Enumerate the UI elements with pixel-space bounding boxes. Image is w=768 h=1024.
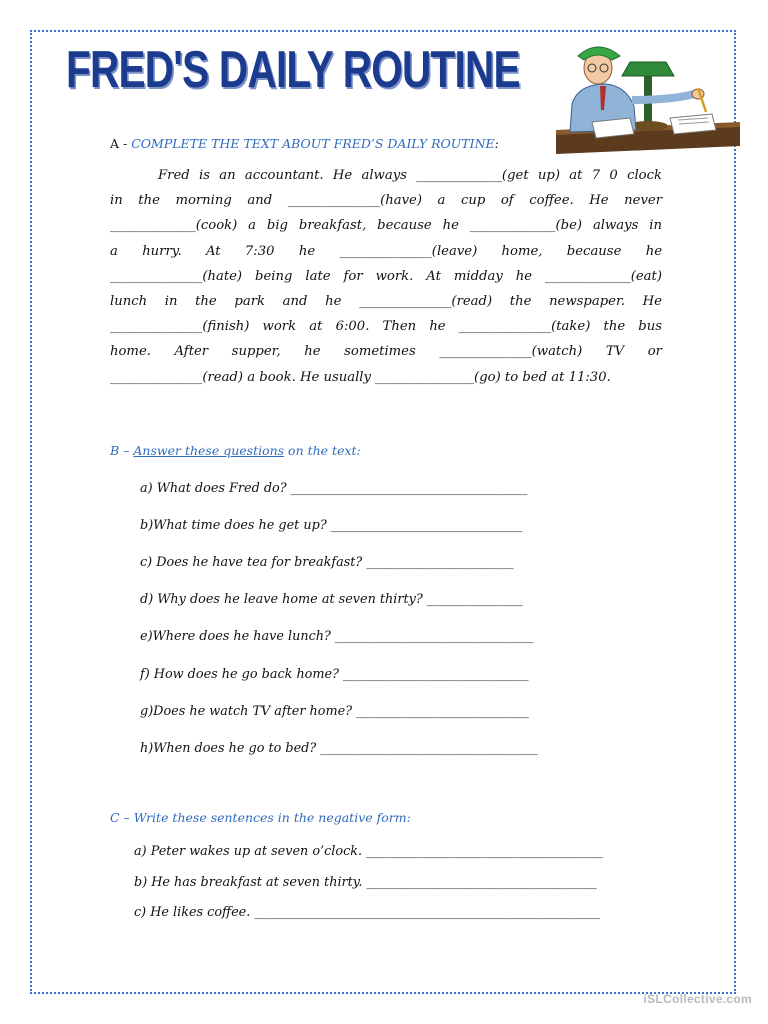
negative-sentence-a: a) Peter wakes up at seven o’clock. _____________________________________ bbox=[134, 844, 603, 859]
section-a-paragraph bbox=[110, 163, 662, 390]
paragraph-line: ______________(read) a book. He usually _______________(go) to bed at 11:30. bbox=[110, 369, 611, 385]
site-watermark: iSLCollective.com bbox=[643, 992, 752, 1006]
paragraph-line: Fred is an accountant. He always _____________(get up) at 7 0 clock bbox=[158, 168, 662, 183]
negative-sentence-b: b) He has breakfast at seven thirty. ____________________________________ bbox=[134, 875, 597, 890]
paragraph-line: ______________(finish) work at 6:00. Then he ______________(take) the bus bbox=[110, 319, 662, 335]
section-c-heading bbox=[110, 810, 411, 825]
accountant-illustration bbox=[552, 34, 744, 158]
section-c-letter: C – bbox=[110, 810, 130, 825]
paragraph-line: home. After supper, he sometimes ______________(watch) TV or bbox=[110, 344, 662, 360]
question-h: h)When does he go to bed? __________________________________ bbox=[140, 741, 538, 756]
section-b-heading bbox=[110, 443, 361, 458]
section-b-letter: B – bbox=[110, 443, 130, 458]
paragraph-line: ______________(hate) being late for work. At midday he _____________(eat) bbox=[110, 268, 662, 284]
paragraph-line: in the morning and ______________(have) a cup of coffee. He never bbox=[110, 193, 662, 209]
worksheet-title: FRED'S DAILY ROUTINE bbox=[66, 41, 520, 99]
section-a-instruction: COMPLETE THE TEXT ABOUT FRED’S DAILY ROUTINE bbox=[131, 136, 495, 151]
section-b-instruction-underlined: Answer these questions bbox=[133, 443, 285, 458]
section-a-heading bbox=[110, 136, 499, 151]
negative-sentence-c: c) He likes coffee. ______________________________________________________ bbox=[134, 905, 600, 920]
question-f: f) How does he go back home? _____________________________ bbox=[140, 667, 529, 682]
section-a-letter: A - bbox=[110, 136, 128, 151]
question-c: c) Does he have tea for breakfast? _______________________ bbox=[140, 555, 514, 570]
paragraph-line: lunch in the park and he ______________(read) the newspaper. He bbox=[110, 293, 662, 309]
question-b: b)What time does he get up? ______________________________ bbox=[140, 518, 523, 533]
question-e: e)Where does he have lunch? _______________________________ bbox=[140, 629, 534, 644]
paragraph-line: a hurry. At 7:30 he ______________(leave) home, because he bbox=[110, 243, 662, 259]
question-g: g)Does he watch TV after home? ___________________________ bbox=[140, 704, 529, 719]
paragraph-line: _____________(cook) a big breakfast, because he _____________(be) always in bbox=[110, 218, 662, 234]
section-c-instruction: Write these sentences in the negative form: bbox=[133, 810, 411, 825]
section-a-colon: : bbox=[494, 136, 499, 151]
question-a: a) What does Fred do? _____________________________________ bbox=[140, 481, 528, 496]
section-b-instruction-rest: on the text: bbox=[284, 443, 361, 458]
question-d: d) Why does he leave home at seven thirty? _______________ bbox=[140, 592, 523, 607]
